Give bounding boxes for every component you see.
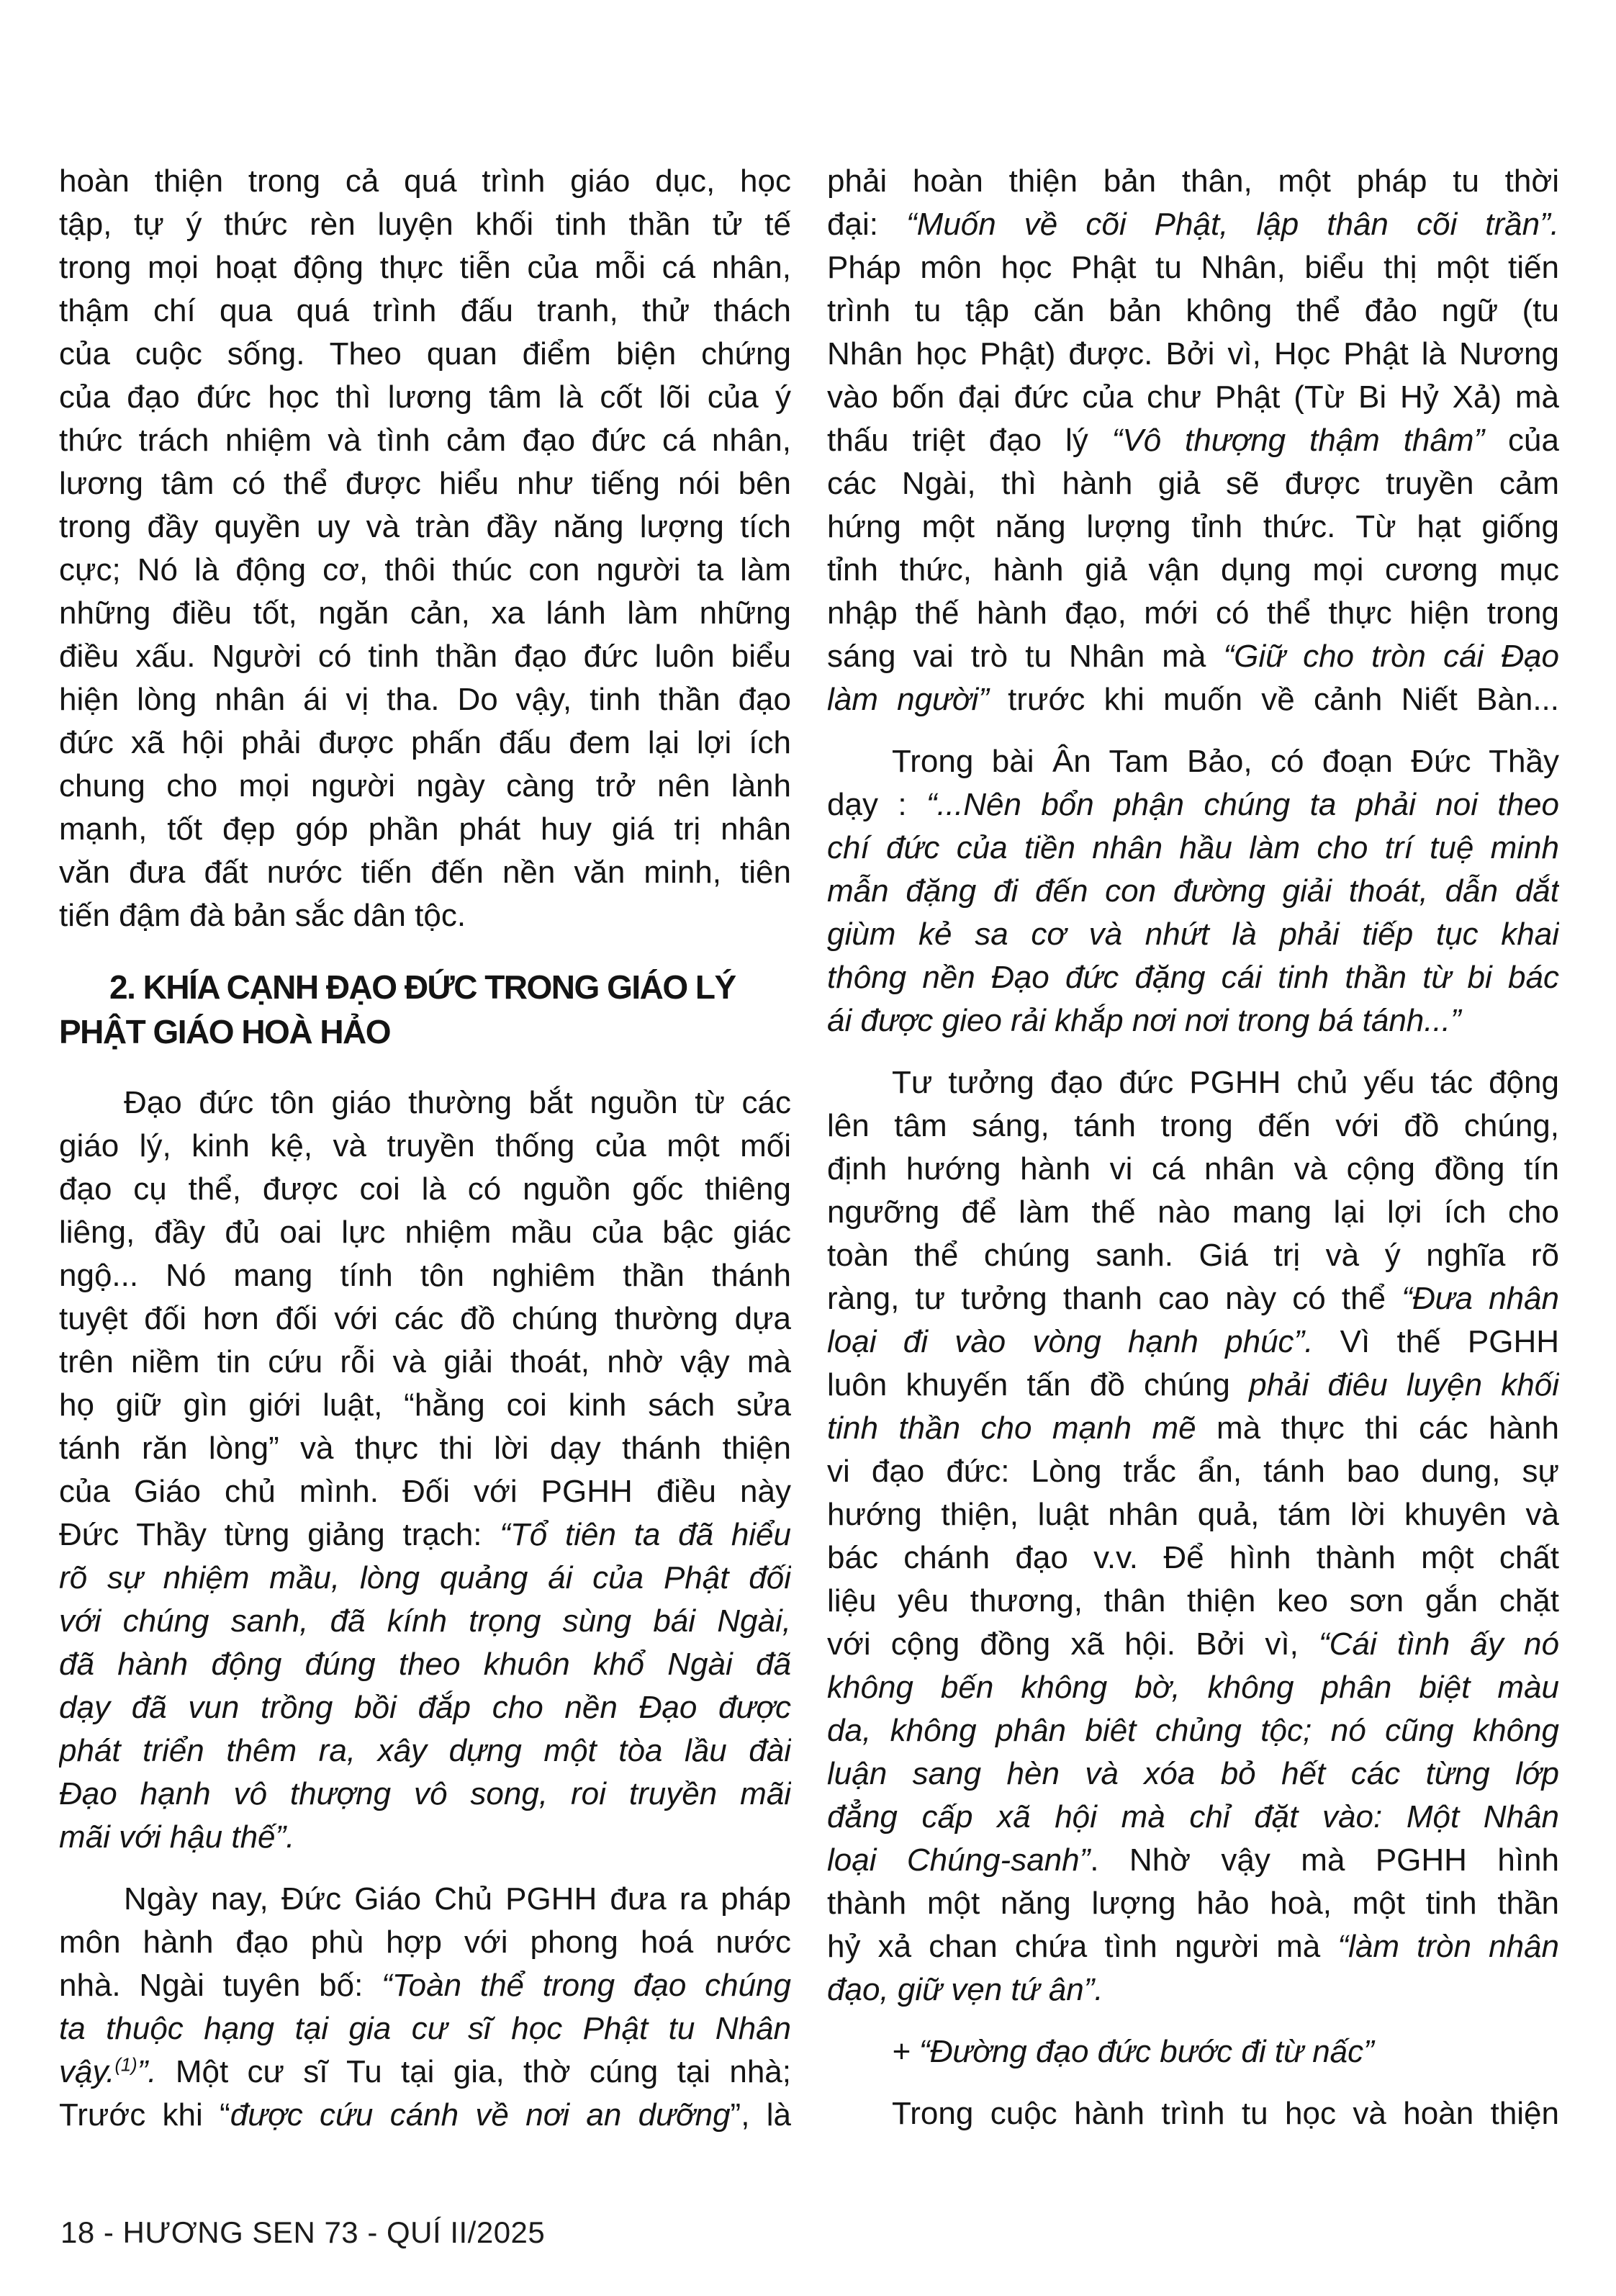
text-line — [59, 2050, 791, 2094]
text-segment: đạo cụ thể, được coi là có nguồn gốc thiêng — [59, 1171, 791, 1207]
text-segment: Một cư sĩ Tu tại gia, thờ cúng tại nhà; — [156, 2054, 791, 2089]
text-segment: tinh thần cho mạnh mẽ — [827, 1410, 1196, 1446]
right-column — [827, 160, 1559, 2137]
text-line — [827, 1752, 1559, 1796]
text-line — [59, 635, 791, 678]
text-line — [827, 1623, 1559, 1666]
text-line — [827, 1925, 1559, 1968]
text-segment: lên tâm sáng, tánh trong đến với đồ chúng, — [827, 1108, 1559, 1143]
text-segment: dạy đã vun trồng bồi đắp cho nền Đạo được — [59, 1690, 791, 1725]
text-segment: lương tâm có thể được hiểu như tiếng nói bên — [59, 466, 791, 501]
text-line — [59, 1643, 791, 1686]
text-segment: ta thuộc hạng tại gia cư sĩ học Phật tu Nhân — [59, 2011, 791, 2046]
text-segment: điều xấu. Người có tinh thần đạo đức luôn biểu — [59, 639, 791, 674]
text-line — [59, 419, 791, 462]
text-segment: tỉnh thức, hành giả vận dụng mọi cương mục — [827, 552, 1559, 587]
text-segment: giùm kẻ sa cơ và nhứt là phải tiếp tục khai — [827, 917, 1559, 952]
text-line — [59, 1816, 791, 1859]
text-segment: không bến không bờ, không phân biệt màu — [827, 1670, 1559, 1705]
text-line — [59, 1878, 791, 1921]
text-segment: ngộ... Nó mang tính tôn nghiêm thần thánh — [59, 1258, 791, 1293]
paragraph — [827, 2092, 1559, 2135]
text-segment: thành một năng lượng hảo hoà, một tinh thần — [827, 1886, 1559, 1921]
text-segment: “Vô thượng thậm thâm” — [1111, 423, 1485, 458]
text-segment: toàn thể chúng sanh. Giá trị và ý nghĩa rõ — [827, 1238, 1559, 1273]
text-segment: mãi với hậu thế”. — [59, 1819, 295, 1855]
text-line — [827, 376, 1559, 419]
paragraph — [827, 160, 1559, 721]
paragraph — [59, 160, 791, 937]
text-line — [59, 1254, 791, 1297]
text-segment: luận sang hèn và xóa bỏ hết các từng lớp — [827, 1756, 1559, 1791]
text-segment: liệu yêu thương, thân thiện keo sơn gắn chặt — [827, 1583, 1559, 1619]
section-heading — [59, 965, 791, 1054]
text-segment: của cuộc sống. Theo quan điểm biện chứng — [59, 336, 791, 372]
text-line — [827, 333, 1559, 376]
text-line — [59, 808, 791, 851]
text-line — [827, 549, 1559, 592]
text-segment: vi đạo đức: Lòng trắc ẩn, tánh bao dung, sự — [827, 1454, 1559, 1489]
text-segment: hiện lòng nhân ái vị tha. Do vậy, tinh thần đạo — [59, 682, 791, 717]
text-segment: đạo, giữ vẹn tứ ân”. — [827, 1972, 1103, 2007]
text-line — [827, 1407, 1559, 1450]
text-segment: cực; Nó là động cơ, thôi thúc con người ta làm — [59, 552, 791, 587]
text-segment: 2. KHÍA CẠNH ĐẠO ĐỨC TRONG GIÁO LÝ — [109, 968, 736, 1006]
text-line — [59, 289, 791, 333]
text-segment: “làm tròn nhân — [1337, 1929, 1559, 1964]
text-segment: + “Đường đạo đức bước đi từ nấc” — [892, 2034, 1374, 2069]
text-segment: Ngày nay, Đức Giáo Chủ PGHH đưa ra pháp — [124, 1881, 791, 1917]
text-segment: của — [1484, 423, 1559, 458]
text-line — [59, 1125, 791, 1168]
text-line — [827, 1882, 1559, 1925]
text-segment: tánh răn lòng” và thực thi lời dạy thánh thiện — [59, 1431, 791, 1466]
text-segment: Trước khi “ — [59, 2097, 230, 2133]
text-line — [827, 289, 1559, 333]
text-segment: phải điêu luyện khối — [1249, 1367, 1559, 1403]
text-segment: rõ sự nhiệm mầu, lòng quảng ái của Phật đối — [59, 1560, 791, 1595]
text-segment: hoàn thiện trong cả quá trình giáo dục, học — [59, 163, 791, 199]
text-line — [59, 333, 791, 376]
text-segment: da, không phân biêt chủng tộc; nó cũng không — [827, 1713, 1559, 1748]
text-segment: tập, tự ý thức rèn luyện khối tinh thần tử tế — [59, 207, 791, 242]
text-line — [59, 2007, 791, 2050]
text-segment: với cộng đồng xã hội. Bởi vì, — [827, 1626, 1319, 1662]
text-segment: ái được gieo rải khắp nơi nơi trong bá tánh...” — [827, 1003, 1461, 1038]
text-segment: mẫn đặng đi đến con đường giải thoát, dẫn dắt — [827, 873, 1559, 909]
text-line — [59, 246, 791, 289]
text-segment: “Cái tình ấy nó — [1318, 1626, 1559, 1662]
text-segment: Trong cuộc hành trình tu học và hoàn thiện — [892, 2096, 1559, 2131]
text-segment: đức xã hội phải được phấn đấu đem lại lợi ích — [59, 725, 791, 760]
text-segment: tiến đậm đà bản sắc dân tộc. — [59, 898, 466, 933]
text-line — [827, 2030, 1559, 2074]
paragraph — [827, 1061, 1559, 2012]
text-line — [59, 1557, 791, 1600]
text-line — [59, 721, 791, 765]
text-line — [59, 1964, 791, 2007]
text-segment: chung cho mọi người ngày càng trở nên lành — [59, 768, 791, 803]
text-segment: của Giáo chủ mình. Đối với PGHH điều này — [59, 1474, 791, 1509]
text-line — [59, 1773, 791, 1816]
text-segment: “Giữ cho tròn cái Đạo — [1223, 639, 1559, 674]
text-segment: đã hành động đúng theo khuôn khổ Ngài đã — [59, 1647, 791, 1682]
text-line — [827, 870, 1559, 913]
text-segment: nhà. Ngài tuyên bố: — [59, 1968, 382, 2003]
text-segment: vào bốn đại đức của chư Phật (Từ Bi Hỷ Xả) mà — [827, 379, 1559, 415]
text-segment: được cứu cánh về nơi an dưỡng — [230, 2097, 731, 2133]
paragraph — [827, 2030, 1559, 2074]
text-segment: Vì thế PGHH — [1313, 1324, 1559, 1359]
text-line — [59, 1600, 791, 1643]
text-segment: ”. — [137, 2054, 157, 2089]
text-line — [59, 1427, 791, 1470]
text-line — [827, 740, 1559, 783]
text-segment: dạy : — [827, 787, 926, 822]
text-segment: luôn khuyến tấn đồ chúng — [827, 1367, 1250, 1403]
text-line — [827, 635, 1559, 678]
text-segment: ”, là — [730, 2097, 791, 2133]
text-line — [827, 1580, 1559, 1623]
text-segment: trên niềm tin cứu rỗi và giải thoát, nhờ vậy mà — [59, 1344, 791, 1379]
text-line — [59, 1009, 791, 1054]
text-line — [59, 1686, 791, 1729]
text-line — [827, 462, 1559, 505]
text-line — [59, 1341, 791, 1384]
text-line — [827, 678, 1559, 721]
text-segment: Pháp môn học Phật tu Nhân, biểu thị một tiến — [827, 250, 1559, 285]
text-line — [827, 999, 1559, 1043]
left-column — [59, 160, 791, 2137]
text-line — [59, 678, 791, 721]
text-line — [827, 913, 1559, 956]
text-line — [827, 1191, 1559, 1234]
text-segment: Tư tưởng đạo đức PGHH chủ yếu tác động — [892, 1065, 1559, 1100]
text-line — [827, 1968, 1559, 2012]
text-segment: “Toàn thể trong đạo chúng — [382, 1968, 791, 2003]
text-segment: hướng thiện, luật nhân quả, tám lời khuyên và — [827, 1497, 1559, 1532]
text-line — [827, 1493, 1559, 1536]
text-segment: đẳng cấp xã hội mà chỉ đặt vào: Một Nhân — [827, 1799, 1559, 1834]
text-line — [59, 1921, 791, 1964]
text-segment: với chúng sanh, đã kính trọng sùng bái Ngài, — [59, 1603, 791, 1639]
text-segment: liêng, đầy đủ oai lực nhiệm mầu của bậc giác — [59, 1215, 791, 1250]
text-line — [59, 2094, 791, 2137]
text-segment: trước khi muốn về cảnh Niết Bàn... — [988, 682, 1559, 717]
text-segment: tuyệt đối hơn đối với các đồ chúng thường dựa — [59, 1301, 791, 1336]
text-segment: họ giữ gìn giới luật, “hằng coi kinh sách sửa — [59, 1387, 791, 1423]
text-line — [827, 827, 1559, 870]
text-segment: của đạo đức học thì lương tâm là cốt lõi của ý — [59, 379, 791, 415]
text-segment: ràng, tư tưởng thanh cao này có thể — [827, 1281, 1402, 1316]
text-line — [59, 1729, 791, 1773]
text-segment: những điều tốt, ngăn cản, xa lánh làm những — [59, 595, 791, 631]
text-segment: môn hành đạo phù hợp với phong hoá nước — [59, 1924, 791, 1960]
text-segment: chí đức của tiền nhân hầu làm cho trí tuệ minh — [827, 830, 1559, 865]
text-line — [827, 956, 1559, 999]
text-segment: ngưỡng để làm thế nào mang lại lợi ích cho — [827, 1194, 1559, 1230]
text-segment: bác chánh đạo v.v. Để hình thành một chất — [827, 1540, 1559, 1575]
text-line — [827, 2092, 1559, 2135]
text-segment: sáng vai trò tu Nhân mà — [827, 639, 1224, 674]
text-segment: hứng một năng lượng tỉnh thức. Từ hạt giống — [827, 509, 1559, 544]
text-line — [59, 965, 791, 1009]
text-line — [59, 592, 791, 635]
paragraph — [59, 1878, 791, 2137]
text-segment: Đức Thầy từng giảng trạch: — [59, 1517, 500, 1552]
paragraph — [59, 1081, 791, 1859]
text-line — [827, 592, 1559, 635]
text-segment: nhập thế hành đạo, mới có thể thực hiện trong — [827, 595, 1559, 631]
text-line — [827, 783, 1559, 827]
text-segment: vậy. — [59, 2054, 115, 2089]
text-line — [59, 1168, 791, 1211]
text-segment: Đạo đức tôn giáo thường bắt nguồn từ các — [124, 1085, 791, 1120]
text-segment: văn đưa đất nước tiến đến nền văn minh, tiên — [59, 855, 791, 890]
text-line — [827, 1148, 1559, 1191]
text-line — [827, 1796, 1559, 1839]
text-line — [827, 160, 1559, 203]
page-footer: 18 - HƯƠNG SEN 73 - QUÍ II/2025 — [60, 2215, 546, 2249]
paragraph — [827, 740, 1559, 1043]
text-segment: . Nhờ vậy mà PGHH hình — [1090, 1842, 1559, 1878]
text-line — [59, 1384, 791, 1427]
text-segment: trong đầy quyền uy và tràn đầy năng lượng tích — [59, 509, 791, 544]
text-line — [59, 851, 791, 894]
text-line — [59, 549, 791, 592]
text-segment: mà thực thi các hành — [1196, 1410, 1559, 1446]
text-line — [59, 376, 791, 419]
text-line — [59, 462, 791, 505]
text-segment: giáo lý, kinh kệ, và truyền thống của một mối — [59, 1128, 791, 1163]
text-line — [59, 1297, 791, 1341]
text-line — [59, 1211, 791, 1254]
text-line — [827, 1061, 1559, 1104]
text-line — [59, 1513, 791, 1557]
text-segment: (1) — [114, 2055, 137, 2076]
text-segment: “Tổ tiên ta đã hiểu — [500, 1517, 791, 1552]
text-segment: “Đưa nhân — [1401, 1281, 1559, 1316]
text-segment: đại: — [827, 207, 907, 242]
text-line — [59, 505, 791, 549]
text-line — [827, 1709, 1559, 1752]
text-segment: thông nền Đạo đức đặng cái tinh thần từ bi bác — [827, 960, 1559, 995]
text-line — [59, 203, 791, 246]
text-segment: phải hoàn thiện bản thân, một pháp tu thời — [827, 163, 1559, 199]
text-segment: “...Nên bổn phận chúng ta phải noi theo — [926, 787, 1559, 822]
two-column-text-area — [59, 160, 1559, 2137]
text-segment: loại đi vào vòng hạnh phúc”. — [827, 1324, 1314, 1359]
text-line — [827, 1364, 1559, 1407]
text-segment: các Ngài, thì hành giả sẽ được truyền cảm — [827, 466, 1559, 501]
text-segment: Trong bài Ân Tam Bảo, có đoạn Đức Thầy — [892, 744, 1559, 779]
text-segment: “Muốn về cõi Phật, lập thân cõi trần”. — [906, 207, 1559, 242]
text-line — [827, 203, 1559, 246]
text-line — [59, 1470, 791, 1513]
text-segment: Nhân học Phật) được. Bởi vì, Học Phật là Nương — [827, 336, 1559, 372]
text-segment: thậm chí qua quá trình đấu tranh, thử thách — [59, 293, 791, 328]
text-line — [59, 894, 791, 937]
text-segment: thấu triệt đạo lý — [827, 423, 1112, 458]
text-segment: trong mọi hoạt động thực tiễn của mỗi cá nhân, — [59, 250, 791, 285]
text-line — [827, 246, 1559, 289]
text-line — [59, 765, 791, 808]
text-line — [59, 1081, 791, 1125]
text-segment: mạnh, tốt đẹp góp phần phát huy giá trị nhân — [59, 811, 791, 847]
text-segment: thức trách nhiệm và tình cảm đạo đức cá nhân, — [59, 423, 791, 458]
text-segment: trình tu tập căn bản không thể đảo ngữ (tu — [827, 293, 1559, 328]
text-segment: định hướng hành vi cá nhân và cộng đồng tín — [827, 1151, 1559, 1187]
text-segment: loại Chúng-sanh” — [827, 1842, 1091, 1878]
text-line — [827, 1450, 1559, 1493]
text-segment: PHẬT GIÁO HOÀ HẢO — [59, 1013, 391, 1050]
text-segment: phát triển thêm ra, xây dựng một tòa lầu đài — [59, 1733, 791, 1768]
text-line — [827, 1104, 1559, 1148]
text-line — [827, 505, 1559, 549]
text-segment: Đạo hạnh vô thượng vô song, roi truyền mãi — [59, 1776, 791, 1811]
text-line — [827, 1839, 1559, 1882]
text-line — [827, 1320, 1559, 1364]
text-line — [827, 1234, 1559, 1277]
text-line — [827, 1536, 1559, 1580]
text-line — [827, 1277, 1559, 1320]
text-segment: làm người” — [827, 682, 989, 717]
text-line — [59, 160, 791, 203]
text-segment: hỷ xả chan chứa tình người mà — [827, 1929, 1338, 1964]
text-line — [827, 419, 1559, 462]
text-line — [827, 1666, 1559, 1709]
